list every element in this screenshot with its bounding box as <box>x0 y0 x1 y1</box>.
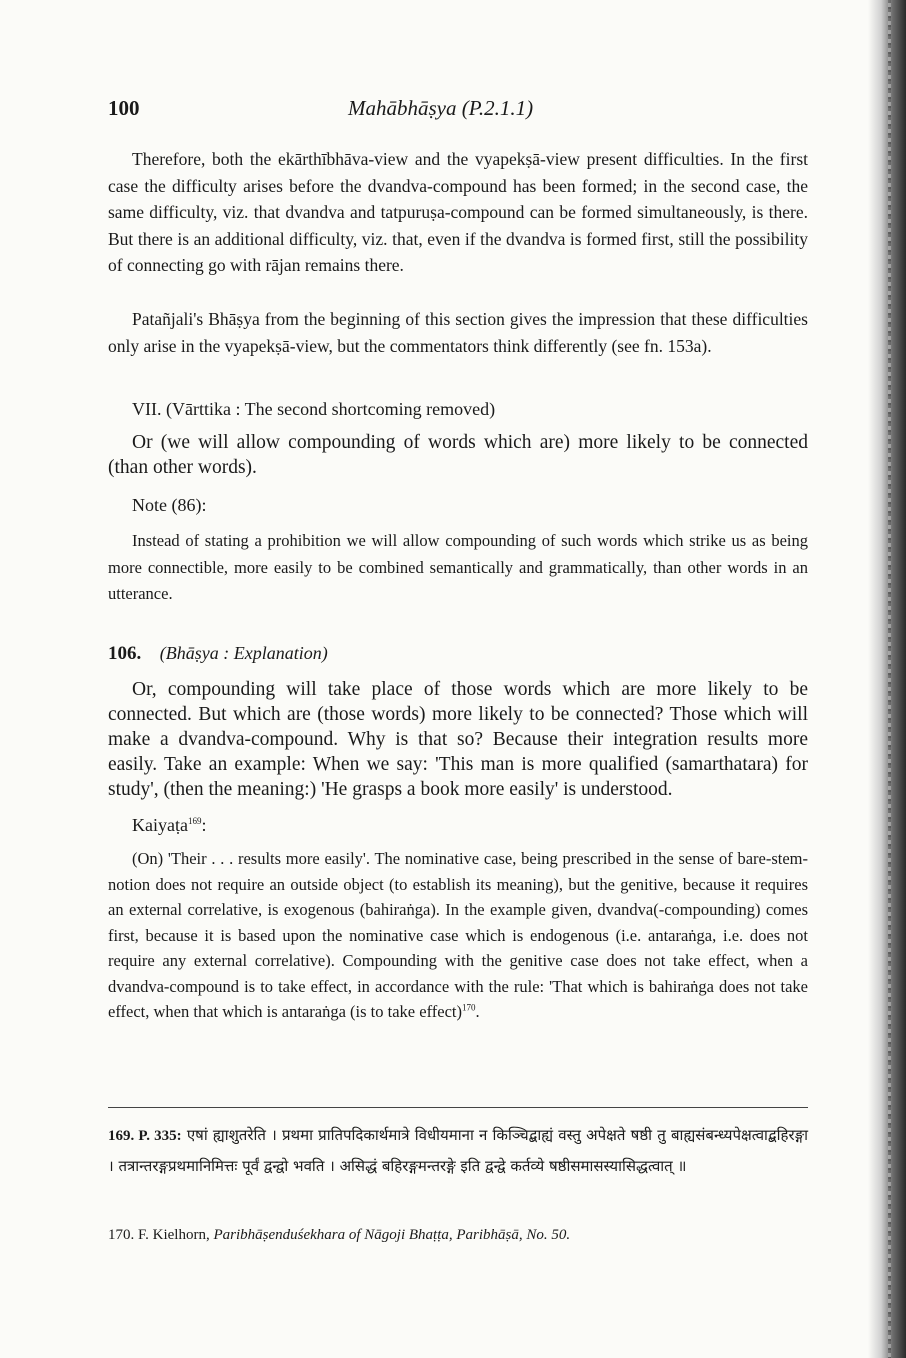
footnote-169 <box>108 1120 808 1181</box>
note-text: Instead of stating a prohibition we will allow compounding of such words which strike us as being more connectible, more easily to be combined semantically and grammatically, than other words in an utterance. <box>108 531 808 603</box>
paragraph-text: Therefore, both the ekārthībhāva-view and the vyapekṣā-view present difficulties. In the first case the difficulty arises before the dvandva-compound has been formed; in the second case, the same difficulty, viz. that dvandva and tatpuruṣa-compound can be formed simultaneously, is there. But there is an additional difficulty, viz. that, even if the dvandva is formed first, still the possibility of connecting go with rājan remains there. <box>108 149 808 275</box>
footnote-text <box>108 1120 808 1181</box>
translation-text: Or, compounding will take place of those words which are more likely to be connected. But which are (those words) more likely to be connected? Those which will make a dvandva-compound. Why is that so? Because their integration results more easily. Take an example: When we say: 'This man is more qualified (samarthatara) for study', (then the meaning:) 'He grasps a book more easily' is understood. <box>108 679 808 800</box>
footnote-text <box>108 1222 808 1248</box>
note-label: Note (86): <box>132 495 207 515</box>
paragraph-text: Patañjali's Bhāṣya from the beginning of this section gives the impression that these difficulties only arise in the vyapekṣā-view, but the commentators think differently (see fn. 153a). <box>108 309 808 356</box>
section-vii <box>108 396 808 608</box>
commentary-end: . <box>475 1002 480 1021</box>
section-heading: (Bhāṣya : Explanation) <box>159 643 328 663</box>
footnote-rule <box>108 1107 808 1108</box>
page-header <box>108 96 808 126</box>
footnote-number: 169. P. 335: <box>108 1128 182 1144</box>
footnote-ref: 169 <box>187 816 202 826</box>
commentator-label <box>108 812 808 838</box>
footnote-citation: Paribhāṣenduśekhara of Nāgoji Bhaṭṭa, Paribhāṣā, No. 50. <box>213 1227 571 1243</box>
section-heading: VII. (Vārttika : The second shortcoming removed) <box>132 399 496 419</box>
page-number: 100 <box>108 96 140 120</box>
footnote-170 <box>108 1222 808 1248</box>
page-binding-edge <box>868 0 906 1358</box>
commentator-colon: : <box>201 815 207 835</box>
footnote-ref: 170 <box>462 1002 476 1013</box>
paragraph-1 <box>108 146 808 279</box>
section-number: 106. <box>108 643 142 664</box>
section-106 <box>108 640 808 1025</box>
footnote-number: 170. F. Kielhorn, <box>108 1227 210 1243</box>
commentator-name: Kaiyaṭa <box>132 815 188 835</box>
paragraph-2 <box>108 306 808 359</box>
commentary-text <box>108 846 808 1025</box>
footnote-devanagari: एषां ह्याशुतरेति । प्रथमा प्रातिपदिकार्थमात्रे विधीयमाना न किञ्चिद्बाह्यं वस्तु अपेक्षते षष्ठी तु बाह्यसंबन्ध्यपेक्षत्वाद्बहिरङ्गा । तत्रान्तरङ्गप्रथमानिमित्तः पूर्वं द्वन्द्वो भवति । असिद्धं बहिरङ्गमन्तरङ्गे इति द्वन्द्वे कर्तव्ये षष्ठीसमासस्यासिद्धत्वात् ॥ <box>108 1126 808 1175</box>
translation-text: Or (we will allow compounding of words which are) more likely to be connected (than other words). <box>108 432 808 478</box>
running-title: Mahābhāṣya (P.2.1.1) <box>348 96 534 120</box>
commentary-body: (On) 'Their . . . results more easily'. The nominative case, being prescribed in the sense of bare-stem-notion does not require an outside object (to establish its meaning), but the genitive, because it requires an external correlative, is exogenous (bahiraṅga). In the example given, dvandva(-compounding) comes first, because it is based upon the nominative case which is endogenous (i.e. antaraṅga, i.e. does not require any external correlative). Compounding with the genitive case does not take effect, when a dvandva-compound is to take effect, in accordance with the rule: 'That which is bahiraṅga does not take effect, when that which is antaraṅga (is to take effect) <box>108 849 808 1021</box>
